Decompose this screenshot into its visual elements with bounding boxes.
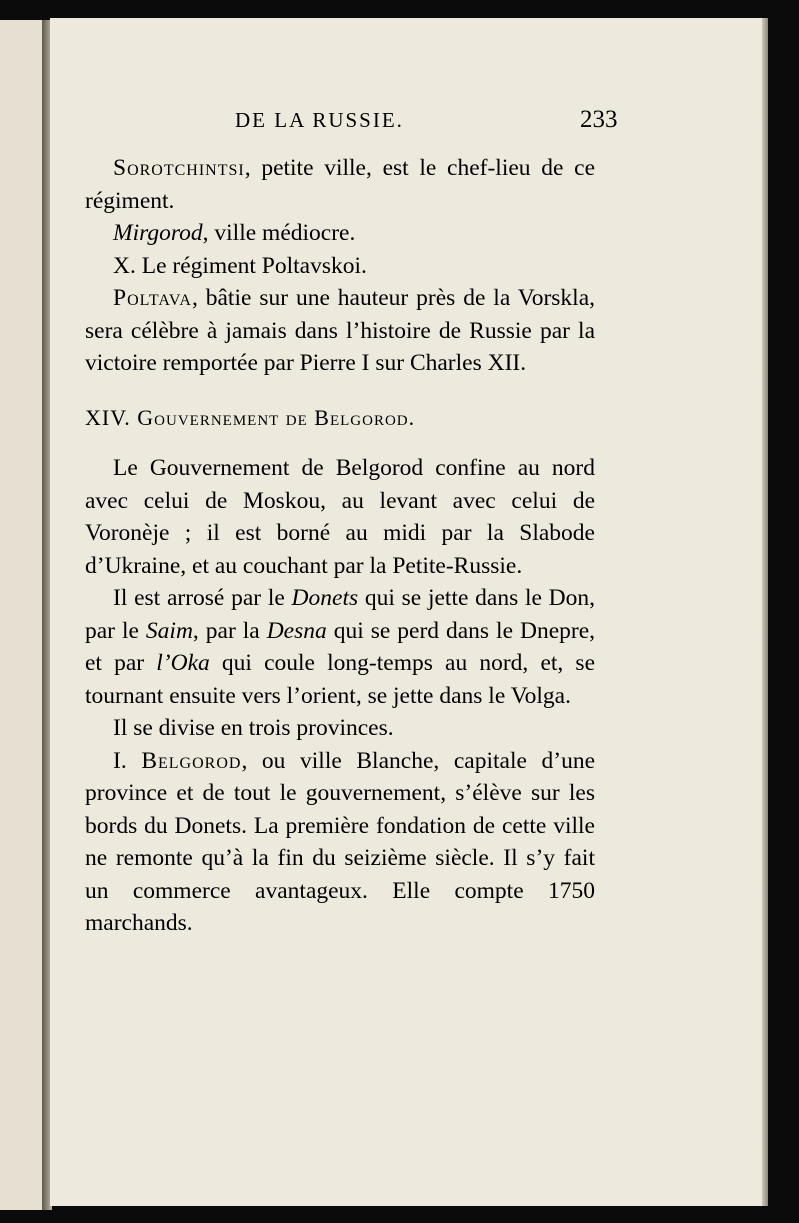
paragraph-text: , petite ville, est le chef-lieu de ce régiment. [85,155,595,214]
page-text [85,152,595,940]
paragraph-text: qui coule long-temps au nord, et, se tournant ensuite vers l’orient, se jette dans le Volga. [85,650,596,709]
place-name: Sorotchintsi [113,155,245,181]
place-name: Poltava [113,285,192,311]
paragraph-text: , bâtie sur une hauteur près de la Vorskla, sera célèbre à jamais dans l’histoire de Russie par la victoire remportée par Pierre I sur Charles XII. [85,285,595,376]
paragraph-provinces: Il se divise en trois provinces. [113,715,394,741]
adjacent-left-page [0,20,44,1210]
paragraph-poltava [85,282,595,380]
place-name: Mirgorod [113,220,203,246]
paragraph-text: , par la [192,617,267,644]
paragraph-text: qui se perd dans le Dnepre, et par [85,617,596,676]
paragraph-mirgorod [85,217,595,250]
river-name: Saim [145,617,193,644]
page-number: 233 [580,106,618,133]
paragraph-text: Il est arrosé par le [113,585,292,611]
river-name: l’Oka [156,650,210,676]
river-name: Donets [291,585,359,611]
list-number: I. [113,747,142,774]
paragraph-text: , ou ville Blanche, capitale d’une province et de tout le gouvernement, s’élève sur les bords du Donets. La première fondation de cette ville ne remonte qu’à la fin du seizième siècle. Il s’y fait un commerce avantageux. Elle compte 1750 marchands. [85,747,596,936]
paragraph-regiment: X. Le régiment Poltavskoi. [113,252,367,279]
section-number: XIV. [85,404,131,430]
section-title: Gouvernement de Belgorod. [137,404,416,430]
paragraph-text: qui se jette dans le Don, par le [85,585,595,644]
section-heading [85,402,595,435]
running-head: DE LA RUSSIE. [235,108,404,132]
paragraph-borders: Le Gouvernement de Belgorod confine au nord avec celui de Moskou, au levant avec celui de Voronèje ; il est borné au midi par la Slabode d’Ukraine, et au couchant par la Petite-Russie. [85,455,595,579]
paragraph-text: , ville médiocre. [202,220,356,246]
page-edge [762,18,768,1206]
place-name: Belgorod [141,747,242,774]
river-name: Desna [266,617,327,644]
paragraph-rivers [85,582,595,712]
paragraph-belgorod [85,745,595,940]
paragraph-sorotchintsi [85,152,595,217]
